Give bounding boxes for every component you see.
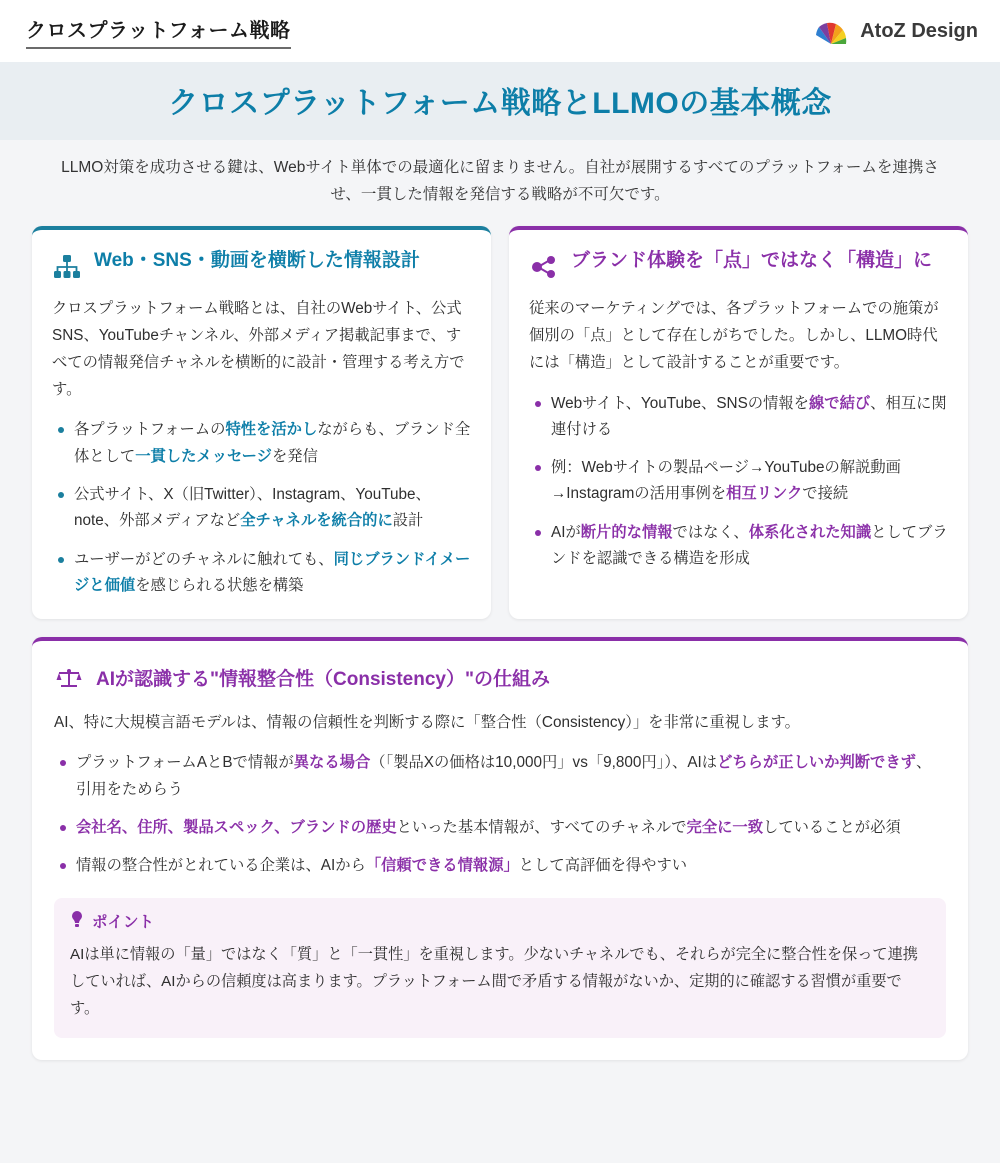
card-bullet-list: [529, 391, 948, 573]
card-header: [529, 248, 948, 284]
page-header: [0, 0, 1000, 62]
panel-bullet-list: [54, 750, 946, 879]
balance-scale-icon: [54, 661, 84, 695]
card-title: Web・SNS・動画を横断した情報設計: [94, 250, 420, 272]
note-body: AIは単に情報の「量」ではなく「質」と「一貫性」を重視します。少ないチャネルでも、それらが完全に整合性を保って連携していれば、AIからの信頼度は高まります。プラットフォーム間で矛盾する情報がないか、定期的に確認する習慣が重要です。: [70, 945, 918, 1017]
panel-header: [54, 659, 946, 695]
page-title: クロスプラットフォーム戦略とLLMOの基本概念: [168, 87, 832, 120]
lead-paragraph: LLMO対策を成功させる鍵は、Webサイト単体での最適化に留まりません。自社が展開するすべてのプラットフォームを連携させ、一貫した情報を発信する戦略が不可欠です。: [61, 159, 939, 204]
list-item: 例：Webサイトの製品ページ→YouTubeの解説動画→Instagramの活用事例を相互リンクで接続: [529, 455, 948, 508]
page-body: [0, 62, 1000, 1163]
note-header: [70, 910, 930, 933]
fan-logo-icon: [812, 14, 850, 48]
concept-card-cross-platform: [32, 226, 491, 619]
share-nodes-icon: [529, 250, 559, 284]
list-item: プラットフォームAとBで情報が異なる場合（「製品Xの価格は10,000円」vs「9,800円」）、AIはどちらが正しいか判断できず、引用をためらう: [54, 750, 946, 803]
card-header: [52, 248, 471, 284]
panel-title: AIが認識する"情報整合性（Consistency）"の仕組み: [96, 668, 550, 690]
list-item: ユーザーがどのチャネルに触れても、同じブランドイメージと価値を感じられる状態を構築: [52, 547, 471, 600]
card-description: 従来のマーケティングでは、各プラットフォームでの施策が個別の「点」として存在しがちでした。しかし、LLMO時代には「構造」として設計することが重要です。: [529, 300, 939, 371]
header-title: クロスプラットフォーム戦略: [26, 14, 291, 49]
panel-description: AI、特に大規模言語モデルは、情報の信頼性を判断する際に「整合性（Consistency）」を非常に重視します。: [54, 714, 800, 732]
point-note: [54, 898, 946, 1038]
brand-logo: [812, 14, 978, 48]
consistency-panel: [32, 637, 968, 1060]
list-item: AIが断片的な情報ではなく、体系化された知識としてブランドを認識できる構造を形成: [529, 520, 948, 573]
concept-card-brand-experience: [509, 226, 968, 619]
card-bullet-list: [52, 417, 471, 599]
list-item: 会社名、住所、製品スペック、ブランドの歴史といった基本情報が、すべてのチャネルで完全に一致していることが必須: [54, 815, 946, 841]
note-title: ポイント: [92, 914, 155, 931]
card-description: クロスプラットフォーム戦略とは、自社のWebサイト、公式SNS、YouTubeチャンネル、外部メディア掲載記事まで、すべての情報発信チャネルを横断的に設計・管理する考え方です。: [52, 300, 465, 398]
card-title: ブランド体験を「点」ではなく「構造」に: [571, 250, 933, 272]
brand-name: AtoZ Design: [860, 19, 978, 42]
lightbulb-icon: [70, 910, 84, 933]
concept-card-grid: [0, 214, 1000, 619]
list-item: 情報の整合性がとれている企業は、AIから「信頼できる情報源」として高評価を得やすい: [54, 853, 946, 879]
title-band: [0, 62, 1000, 140]
list-item: 各プラットフォームの特性を活かしながらも、ブランド全体として一貫したメッセージを発信: [52, 417, 471, 470]
sitemap-icon: [52, 250, 82, 284]
list-item: Webサイト、YouTube、SNSの情報を線で結び、相互に関連付ける: [529, 391, 948, 444]
list-item: 公式サイト、X（旧Twitter）、Instagram、YouTube、note、外部メディアなど全チャネルを統合的に設計: [52, 482, 471, 535]
